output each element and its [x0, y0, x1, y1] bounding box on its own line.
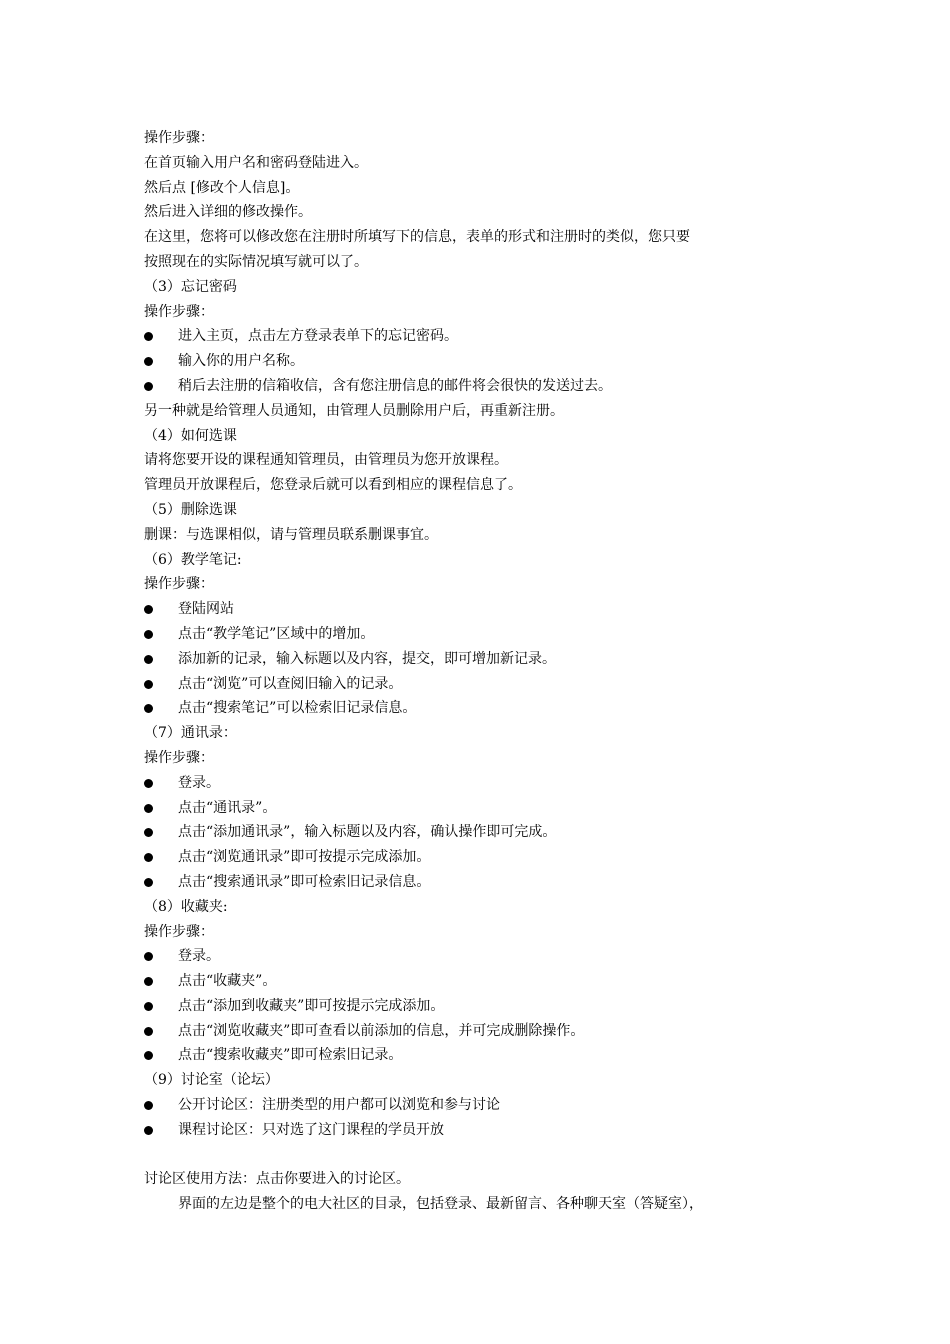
bullet-icon [144, 779, 153, 788]
bullet-item [144, 870, 824, 895]
line-text: 点击“搜索通讯录”即可检索旧记录信息。 [178, 873, 431, 890]
bullet-item [144, 1118, 824, 1143]
bullet-item [144, 597, 824, 622]
bullet-item [144, 1093, 824, 1118]
line-text: 输入你的用户名称。 [178, 353, 304, 370]
bullet-icon [144, 382, 153, 391]
bullet-icon [144, 332, 153, 341]
bullet-icon [144, 1051, 153, 1060]
bullet-item [144, 796, 824, 821]
text-line [144, 424, 824, 449]
bullet-item [144, 944, 824, 969]
text-line [144, 746, 824, 771]
bullet-icon [144, 853, 153, 862]
line-text: 操作步骤： [144, 303, 214, 320]
blank-line [144, 1143, 824, 1168]
text-line [144, 473, 824, 498]
bullet-item [144, 622, 824, 647]
bullet-item [144, 647, 824, 672]
line-text: （6）教学笔记: [144, 551, 242, 568]
line-text: 按照现在的实际情况填写就可以了。 [144, 253, 368, 270]
bullet-item [144, 1043, 824, 1068]
line-text: 登录。 [178, 948, 220, 965]
line-text: 操作步骤： [144, 923, 214, 940]
bullet-icon [144, 655, 153, 664]
text-line [144, 200, 824, 225]
bullet-icon [144, 828, 153, 837]
line-text: 点击“浏览”可以查阅旧输入的记录。 [178, 675, 403, 692]
bullet-item [144, 672, 824, 697]
paragraph-line [144, 1192, 824, 1217]
line-text: 添加新的记录，输入标题以及内容，提交，即可增加新记录。 [178, 650, 556, 667]
line-text: 管理员开放课程后，您登录后就可以看到相应的课程信息了。 [144, 477, 522, 494]
line-text: 点击“浏览通讯录”即可按提示完成添加。 [178, 849, 431, 866]
text-line [144, 151, 824, 176]
bullet-item [144, 820, 824, 845]
document-body [144, 126, 824, 1217]
line-text: 请将您要开设的课程通知管理员，由管理员为您开放课程。 [144, 452, 508, 469]
text-line [144, 399, 824, 424]
line-text: 点击“浏览收藏夹”即可查看以前添加的信息，并可完成删除操作。 [178, 1022, 585, 1039]
bullet-icon [144, 1101, 153, 1110]
text-line [144, 572, 824, 597]
bullet-icon [144, 680, 153, 689]
line-text: 登录。 [178, 774, 220, 791]
bullet-icon [144, 1027, 153, 1036]
bullet-icon [144, 1126, 153, 1135]
line-text: （7）通讯录： [144, 725, 237, 742]
bullet-icon [144, 804, 153, 813]
line-text: 公开讨论区：注册类型的用户都可以浏览和参与讨论 [178, 1097, 500, 1114]
bullet-item [144, 349, 824, 374]
bullet-item [144, 994, 824, 1019]
bullet-icon [144, 878, 153, 887]
bullet-item [144, 696, 824, 721]
line-text: 操作步骤： [144, 576, 214, 593]
line-text: （4）如何选课 [144, 427, 237, 444]
line-text: 操作步骤： [144, 749, 214, 766]
bullet-icon [144, 952, 153, 961]
text-line [144, 523, 824, 548]
line-text: （9）讨论室（论坛） [144, 1072, 279, 1089]
line-text: 点击“教学笔记”区域中的增加。 [178, 625, 375, 642]
bullet-icon [144, 357, 153, 366]
bullet-icon [144, 605, 153, 614]
bullet-item [144, 324, 824, 349]
bullet-icon [144, 977, 153, 986]
bullet-icon [144, 1002, 153, 1011]
line-text: 讨论区使用方法：点击你要进入的讨论区。 [144, 1171, 410, 1188]
bullet-item [144, 845, 824, 870]
line-text: 删课：与选课相似，请与管理员联系删课事宜。 [144, 526, 438, 543]
text-line [144, 126, 824, 151]
line-text: 点击“搜索笔记”可以检索旧记录信息。 [178, 700, 417, 717]
bullet-item [144, 969, 824, 994]
bullet-icon [144, 704, 153, 713]
line-text: 然后点 [修改个人信息]。 [144, 179, 300, 196]
line-text: 点击“搜索收藏夹”即可检索旧记录。 [178, 1047, 403, 1064]
text-line [144, 448, 824, 473]
text-line [144, 1068, 824, 1093]
line-text: 界面的左边是整个的电大社区的目录，包括登录、最新留言、各种聊天室（答疑室）， [178, 1196, 703, 1213]
line-text: 在这里，您将可以修改您在注册时所填写下的信息，表单的形式和注册时的类似，您只要 [144, 229, 690, 246]
bullet-item [144, 374, 824, 399]
text-line [144, 721, 824, 746]
line-text: 点击“通讯录”。 [178, 799, 277, 816]
text-line [144, 225, 824, 250]
bullet-item [144, 771, 824, 796]
text-line [144, 548, 824, 573]
text-line [144, 275, 824, 300]
text-line [144, 920, 824, 945]
bullet-item [144, 1019, 824, 1044]
text-line [144, 250, 824, 275]
line-text: 进入主页，点击左方登录表单下的忘记密码。 [178, 328, 458, 345]
text-line [144, 895, 824, 920]
line-text: 点击“添加通讯录”，输入标题以及内容，确认操作即可完成。 [178, 824, 557, 841]
line-text: 稍后去注册的信箱收信，含有您注册信息的邮件将会很快的发送过去。 [178, 377, 612, 394]
line-text: （5）删除选课 [144, 501, 237, 518]
line-text: 点击“添加到收藏夹”即可按提示完成添加。 [178, 997, 445, 1014]
line-text: 课程讨论区：只对选了这门课程的学员开放 [178, 1121, 444, 1138]
line-text: （3）忘记密码 [144, 278, 237, 295]
text-line [144, 498, 824, 523]
line-text: （8）收藏夹: [144, 898, 228, 915]
line-text: 在首页输入用户名和密码登陆进入。 [144, 154, 368, 171]
line-text: 另一种就是给管理人员通知，由管理人员删除用户后，再重新注册。 [144, 402, 564, 419]
line-text: 点击“收藏夹”。 [178, 973, 277, 990]
text-line [144, 1167, 824, 1192]
text-line [144, 176, 824, 201]
text-line [144, 300, 824, 325]
bullet-icon [144, 630, 153, 639]
line-text: 然后进入详细的修改操作。 [144, 204, 312, 221]
line-text: 操作步骤： [144, 130, 214, 146]
line-text: 登陆网站 [178, 601, 234, 618]
